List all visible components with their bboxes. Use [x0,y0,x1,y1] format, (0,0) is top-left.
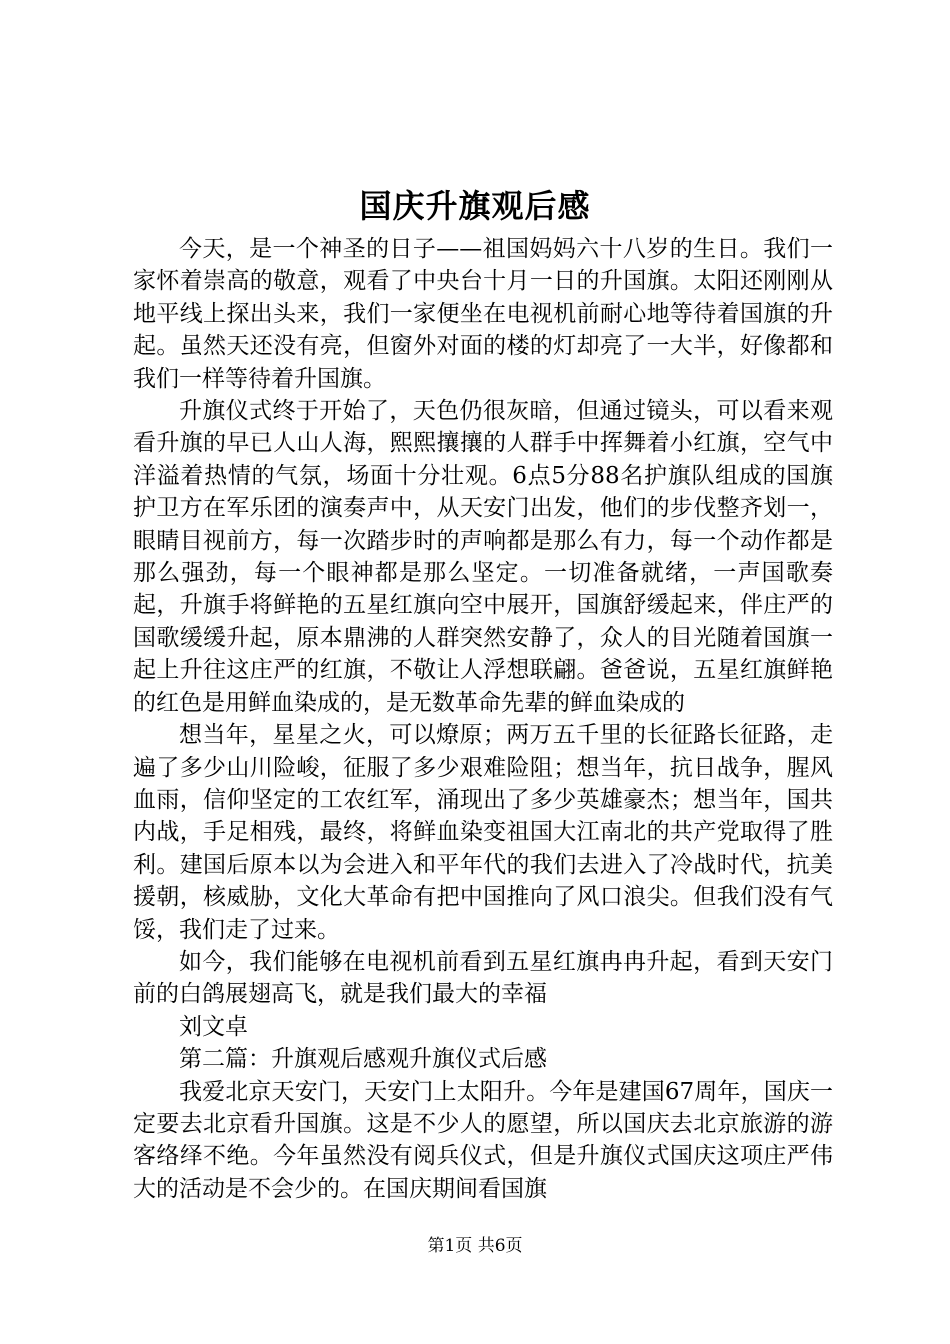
paragraph-3: 想当年，星星之火，可以燎原；两万五千里的长征路长征路，走遍了多少山川险峻，征服了多少艰难险阻；想当年，抗日战争，腥风血雨，信仰坚定的工农红军，涌现出了多少英雄豪杰；想当年，国共内战，手足相残，最终，将鲜血染变祖国大江南北的共产党取得了胜利。建国后原本以为会进入和平年代的我们去进入了冷战时代，抗美援朝，核威胁，文化大革命有把中国推向了风口浪尖。但我们没有气馁，我们走了过来。 [133,722,833,943]
paragraph-1: 今天，是一个神圣的日子——祖国妈妈六十八岁的生日。我们一家怀着崇高的敬意，观看了中央台十月一日的升国旗。太阳还刚刚从地平线上探出头来，我们一家便坐在电视机前耐心地等待着国旗的升起。虽然天还没有亮，但窗外对面的楼的灯却亮了一大半，好像都和我们一样等待着升国旗。 [133,236,833,392]
paragraph-5: 我爱北京天安门，天安门上太阳升。今年是建国67周年，国庆一定要去北京看升国旗。这是不少人的愿望，所以国庆去北京旅游的游客络绎不绝。今年虽然没有阅兵仪式，但是升旗仪式国庆这项庄严伟大的活动是不会少的。在国庆期间看国旗 [133,1078,833,1202]
page-footer: 第1页 共6页 [427,1236,523,1256]
document-body [133,233,833,1205]
paragraph-2: 升旗仪式终于开始了，天色仍很灰暗，但通过镜头，可以看来观看升旗的早已人山人海，熙熙攘攘的人群手中挥舞着小红旗，空气中洋溢着热情的气氛，场面十分壮观。6点5分88名护旗队组成的国旗护卫方在军乐团的演奏声中，从天安门出发，他们的步伐整齐划一，眼睛目视前方，每一次踏步时的声响都是那么有力，每一个动作都是那么强劲，每一个眼神都是那么坚定。一切准备就绪，一声国歌奏起，升旗手将鲜艳的五星红旗向空中展开，国旗舒缓起来，伴庄严的国歌缓缓升起，原本鼎沸的人群突然安静了，众人的目光随着国旗一起上升往这庄严的红旗，不敬让人浮想联翩。爸爸说，五星红旗鲜艳的红色是用鲜血染成的，是无数革命先辈的鲜血染成的 [133,398,833,716]
section-heading: 第二篇：升旗观后感观升旗仪式后感 [179,1046,547,1073]
author-line: 刘文卓 [179,1013,248,1040]
paragraph-4: 如今，我们能够在电视机前看到五星红旗冉冉升起，看到天安门前的白鸽展翅高飞，就是我们最大的幸福 [133,948,833,1008]
document-title: 国庆升旗观后感 [359,187,591,225]
